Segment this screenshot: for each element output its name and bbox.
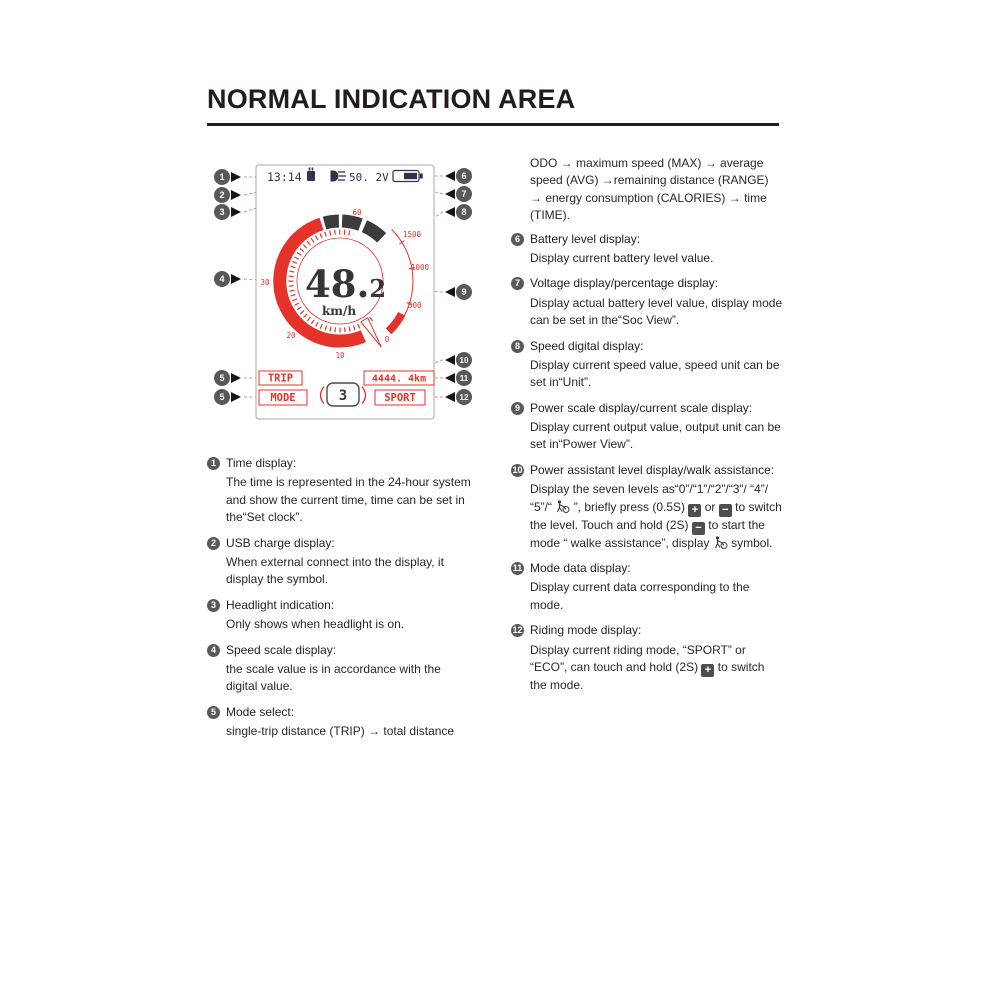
item-1-title: Time display: — [226, 456, 297, 470]
item-6-body: Display current battery level value. — [530, 250, 714, 265]
plus-button-icon: + — [688, 504, 701, 517]
instruction-item-10 — [511, 462, 783, 552]
callout-1 — [214, 169, 241, 185]
walk-assist-icon — [555, 500, 570, 513]
display-diagram — [205, 157, 480, 429]
instruction-item-5 — [207, 704, 473, 741]
instruction-item-9 — [511, 400, 783, 454]
item-5-badge: 5 — [207, 706, 220, 719]
instruction-item-1 — [207, 455, 473, 527]
plus-button-icon: + — [701, 664, 714, 677]
callout-12 — [445, 389, 472, 405]
item-10-badge: 10 — [512, 464, 523, 475]
svg-text:20: 20 — [286, 331, 296, 340]
svg-text:4: 4 — [219, 274, 225, 285]
instruction-item-4 — [207, 642, 473, 696]
minus-button-icon: − — [692, 522, 705, 535]
page-title: NORMAL INDICATION AREA — [207, 84, 576, 114]
item-10-text-4: to switch the level. Touch and hold (2S) — [530, 499, 782, 532]
item-9-badge: 9 — [511, 402, 524, 415]
item-11-body: Display current data corresponding to the mode. — [530, 580, 750, 612]
speed-value: 48.2 — [305, 262, 387, 306]
callout-5b — [214, 389, 241, 405]
svg-text:1: 1 — [219, 172, 225, 183]
assist-level-value: 3 — [338, 388, 348, 404]
svg-text:500: 500 — [408, 301, 422, 310]
item-4-badge: 4 — [207, 644, 220, 657]
item-12-body — [530, 642, 783, 695]
callout-4 — [214, 271, 241, 287]
item-7-title: Voltage display/percentage display: — [530, 276, 719, 291]
svg-text:12: 12 — [459, 393, 469, 402]
item-7-badge: 7 — [511, 277, 524, 290]
svg-text:8: 8 — [461, 207, 467, 218]
time-display: 13:14 — [267, 170, 302, 184]
callout-11 — [445, 370, 472, 386]
item-10-title: Power assistant level display/walk assistance: — [530, 462, 775, 477]
item-10-body — [530, 481, 783, 552]
headlight-icon — [331, 171, 347, 182]
callout-6 — [445, 168, 472, 184]
item-8-title: Speed digital display: — [530, 338, 644, 353]
svg-text:1000: 1000 — [411, 263, 430, 272]
item-1-body: The time is represented in the 24-hour system and show the current time, time can be set in the“Set clock”. — [226, 475, 471, 525]
item-8-badge: 8 — [511, 340, 524, 353]
svg-text:5: 5 — [219, 392, 225, 403]
item-5-body: single-trip distance (TRIP) → total distance — [226, 724, 455, 739]
item-10-text-1: Display the seven levels as“0”/“1”/“2”/“3”/ “4”/ “5”/“ — [530, 482, 769, 514]
callout-10 — [445, 352, 472, 368]
item-2-badge: 2 — [207, 537, 220, 550]
item-10-text-5: to start the mode “ walke assistance”, display — [530, 517, 765, 550]
item-12-badge: 12 — [512, 625, 523, 636]
callout-8 — [445, 204, 472, 220]
speed-unit: km/h — [321, 304, 357, 318]
left-column — [207, 455, 473, 748]
title-underline — [207, 123, 779, 126]
item-3-body: Only shows when headlight is on. — [226, 617, 405, 632]
callout-5a — [214, 370, 241, 386]
item-4-title: Speed scale display: — [226, 642, 337, 657]
svg-text:7: 7 — [461, 189, 467, 200]
callout-7 — [445, 186, 472, 202]
svg-text:11: 11 — [459, 374, 469, 383]
svg-text:5: 5 — [219, 373, 225, 384]
svg-text:9: 9 — [461, 287, 467, 298]
item-10-text-2: ”, briefly press (0.5S) — [573, 499, 686, 514]
item-12-text-1: Display current riding mode, “SPORT” or “ECO”, can touch and hold (2S) — [530, 642, 746, 674]
item-10-text-3: or — [704, 499, 716, 514]
callout-9 — [445, 284, 472, 300]
callout-3 — [214, 204, 241, 220]
walk-assist-icon — [713, 536, 728, 549]
instruction-item-12 — [511, 622, 783, 694]
svg-text:6: 6 — [461, 171, 467, 182]
item-3-title: Headlight indication: — [226, 597, 335, 612]
instruction-item-2 — [207, 535, 473, 589]
item-10-text-6: symbol. — [731, 535, 773, 550]
mode-label: MODE — [270, 392, 296, 404]
trip-value: 4444. 4km — [371, 373, 427, 385]
item-6-badge: 6 — [511, 233, 524, 246]
item-11-badge: 11 — [512, 563, 523, 574]
svg-text:10: 10 — [459, 356, 469, 365]
callout-2 — [214, 187, 241, 203]
item-3-badge: 3 — [207, 599, 220, 612]
item-7-body: Display actual battery level value, display mode can be set in the“Soc View”. — [530, 295, 783, 328]
svg-text:2: 2 — [219, 190, 225, 201]
svg-text:3: 3 — [219, 207, 225, 218]
item-8-body: Display current speed value, speed unit can be set in“Unit”. — [530, 357, 780, 390]
instruction-item-7 — [511, 275, 783, 329]
minus-button-icon: − — [719, 504, 732, 517]
item-6-title: Battery level display: — [530, 231, 641, 246]
item-5-title: Mode select: — [226, 704, 295, 719]
svg-text:0: 0 — [384, 335, 390, 344]
instruction-item-3 — [207, 597, 473, 634]
svg-text:10: 10 — [335, 351, 345, 360]
item-11-title: Mode data display: — [530, 561, 631, 576]
voltage-display: 50. 2V — [349, 171, 389, 184]
item-2-title: USB charge display: — [226, 535, 335, 550]
instruction-item-11 — [511, 560, 783, 614]
svg-text:1500: 1500 — [403, 230, 422, 239]
riding-mode: SPORT — [384, 392, 416, 404]
item-9-body: Display current output value, output unit can be set in“Power View”. — [530, 420, 781, 452]
item-12-title: Riding mode display: — [530, 623, 642, 638]
instruction-item-8 — [511, 338, 783, 392]
trip-label: TRIP — [267, 372, 294, 385]
item-12-text-2: to switch the mode. — [530, 659, 765, 692]
svg-text:30: 30 — [260, 278, 270, 287]
item-4-body: the scale value is in accordance with the digital value. — [226, 661, 441, 694]
svg-text:60: 60 — [352, 208, 362, 217]
item-1-badge: 1 — [207, 457, 220, 470]
instruction-item-6 — [511, 231, 783, 268]
right-column — [511, 155, 783, 702]
mode-select-continuation: ODO → maximum speed (MAX) → average speed (AVG) →remaining distance (RANGE) → energy consumption (CALORIES) → time (TIME). — [530, 156, 769, 223]
item-9-title: Power scale display/current scale display: — [530, 400, 753, 415]
item-2-body: When external connect into the display, it display the symbol. — [226, 554, 444, 587]
